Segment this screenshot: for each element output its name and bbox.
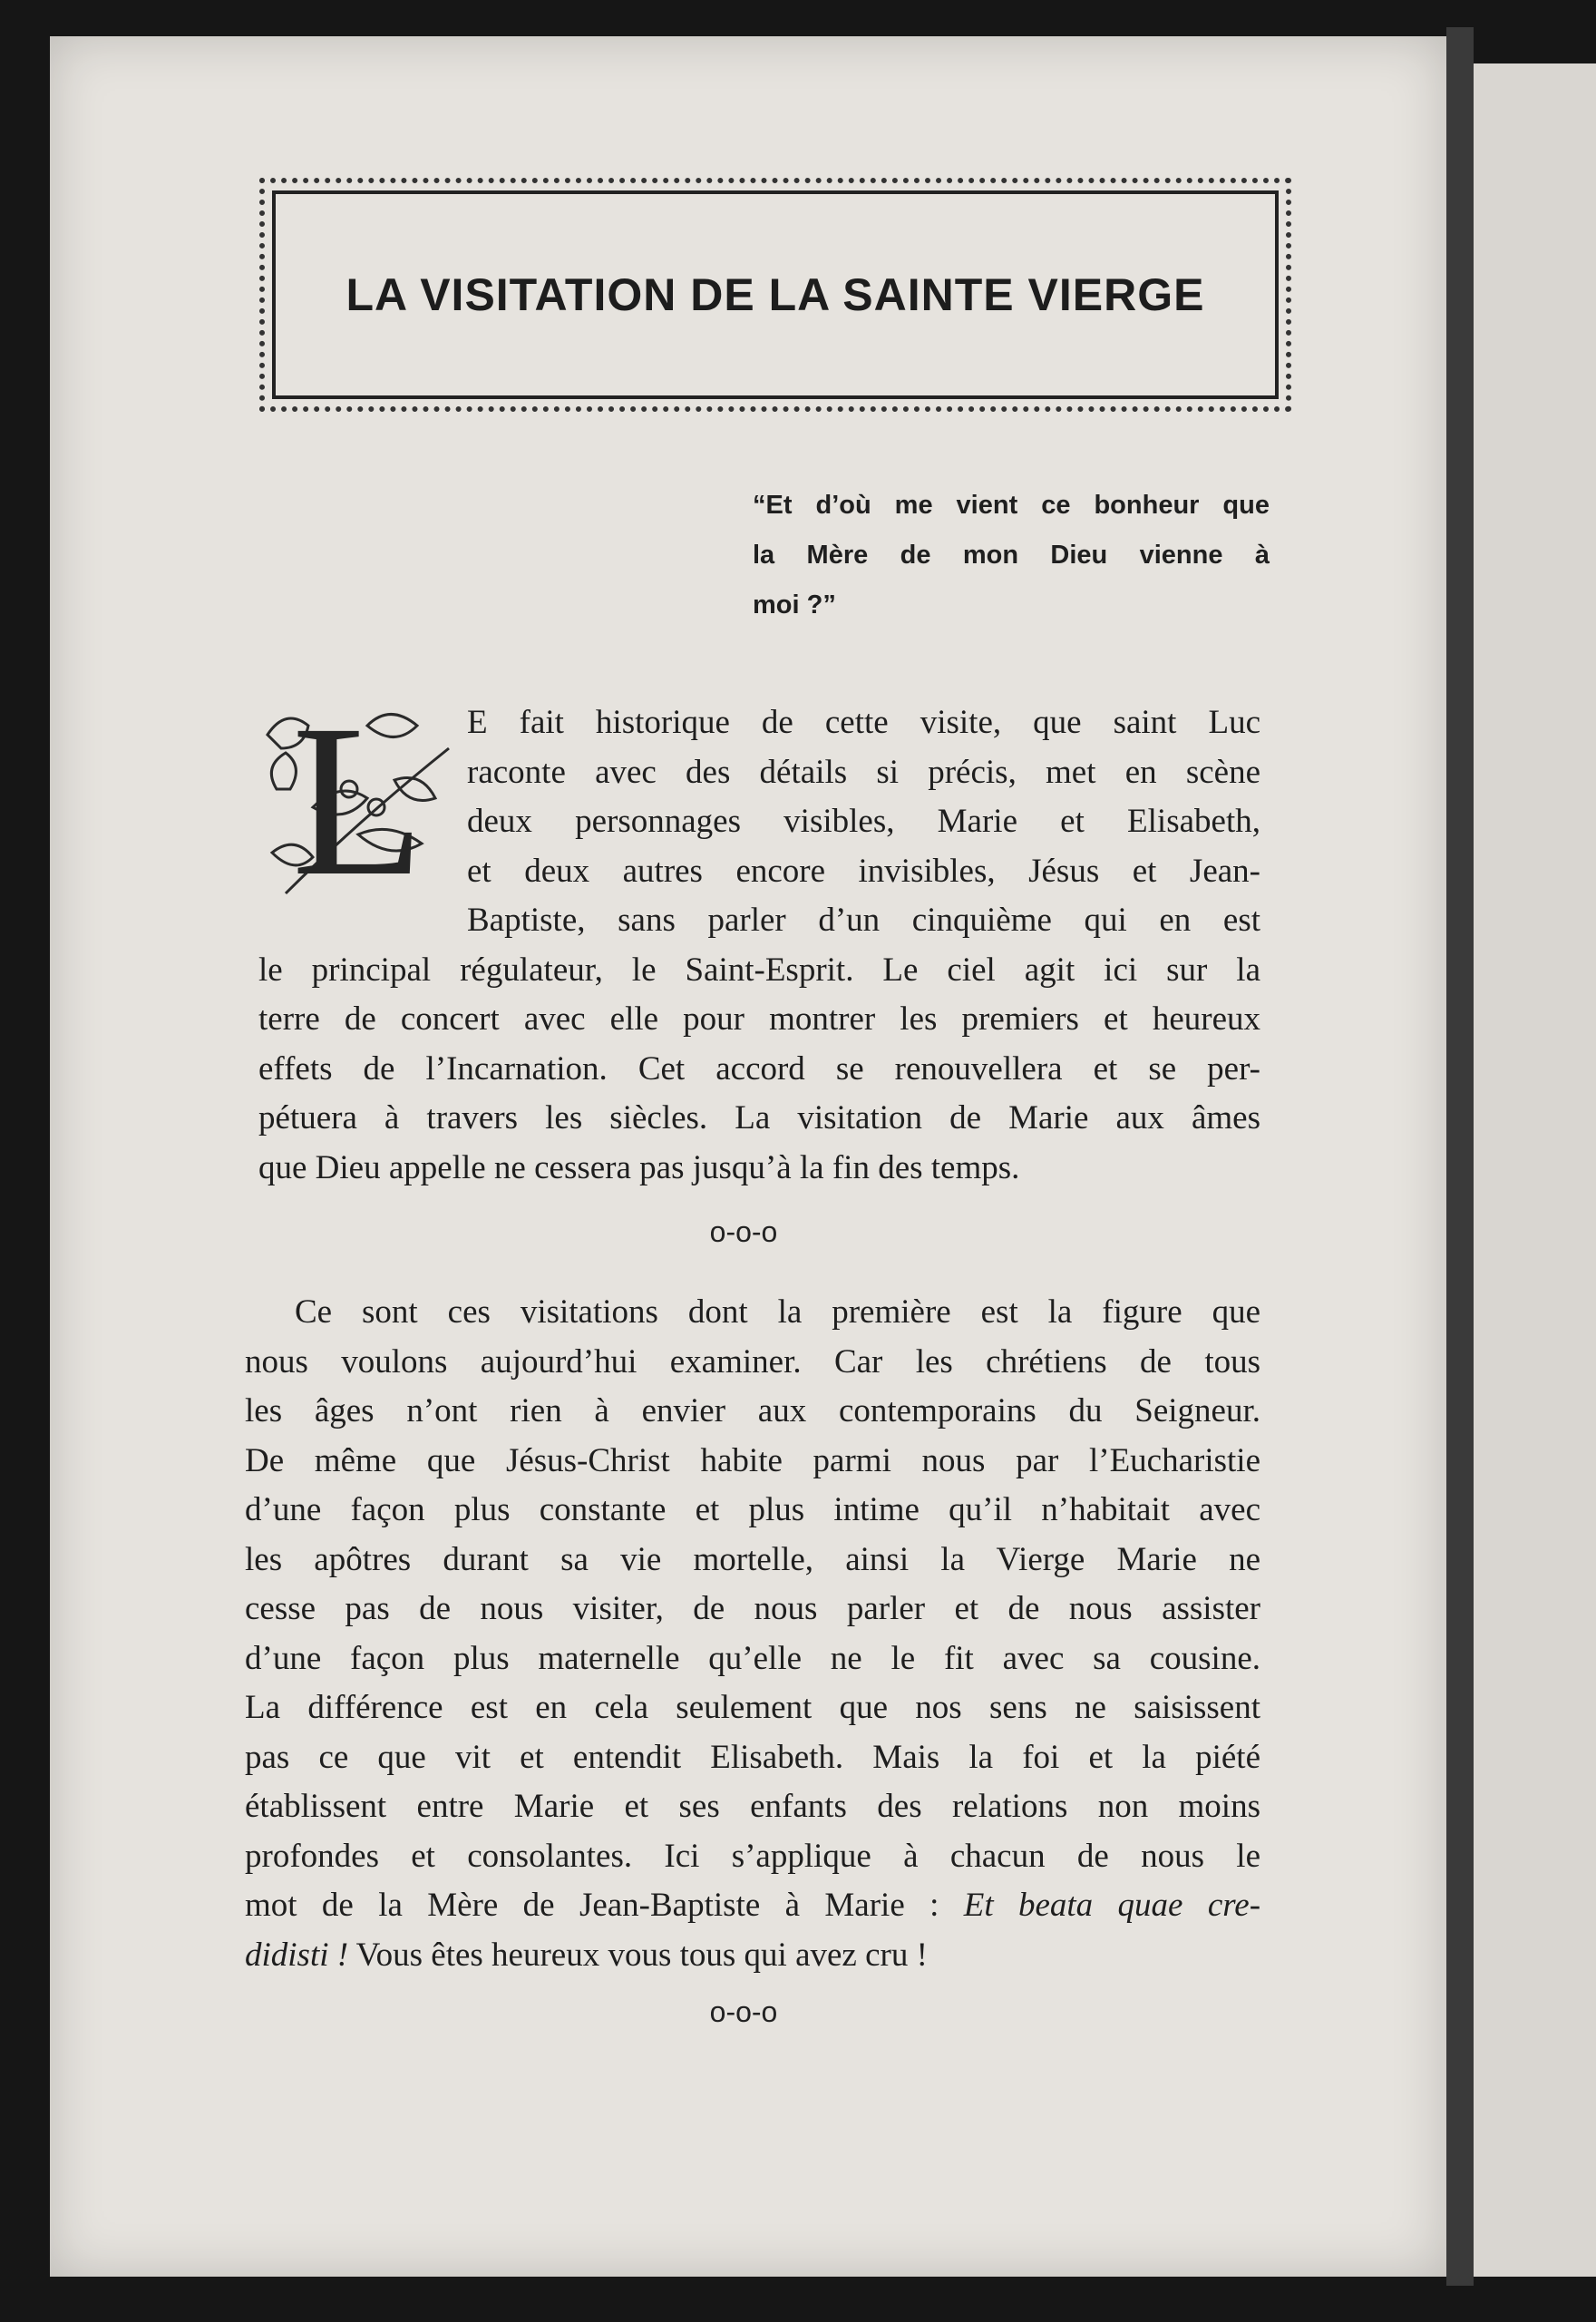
section-separator: o-o-o	[709, 1995, 778, 2028]
text-segment: mot de la Mère de Jean-Baptiste à Marie :	[245, 1887, 939, 1924]
latin-quote: Et beata quae cre-	[963, 1887, 1261, 1924]
text-line: La différence est en cela seulement que nos sens ne saisissent	[245, 1689, 1260, 1726]
text-line: De même que Jésus-Christ habite parmi nous par l’Eucharistie	[245, 1441, 1260, 1479]
text-line: pétuera à travers les siècles. La visitation de Marie aux âmes	[258, 1099, 1260, 1137]
text-line: effets de l’Incarnation. Cet accord se renouvellera et se per-	[258, 1049, 1260, 1088]
facing-page-edge	[1474, 63, 1596, 2277]
text-segment: Vous êtes heureux vous tous qui avez cru !	[348, 1936, 928, 1974]
text-line: raconte avec des détails si précis, met en scène	[467, 753, 1260, 791]
text-line: cesse pas de nous visiter, de nous parler et de nous assister	[245, 1590, 1260, 1627]
epigraph-quote	[753, 481, 1270, 630]
epigraph-line: moi ?”	[753, 590, 836, 620]
text-line: les apôtres durant sa vie mortelle, ainsi la Vierge Marie ne	[245, 1540, 1260, 1578]
text-line: le principal régulateur, le Saint-Esprit. Le ciel agit ici sur la	[258, 951, 1260, 989]
text-line: terre de concert avec elle pour montrer les premiers et heureux	[258, 1000, 1260, 1038]
text-line: que Dieu appelle ne cessera pas jusqu’à la fin des temps.	[258, 1148, 1020, 1186]
text-line: Ce sont ces visitations dont la première est la figure que	[295, 1293, 1260, 1331]
text-line: E fait historique de cette visite, que saint Luc	[467, 704, 1260, 741]
text-line: nous voulons aujourd’hui examiner. Car les chrétiens de tous	[245, 1342, 1260, 1381]
latin-quote-end: didisti !	[245, 1936, 349, 1974]
drop-cap-letter: L	[291, 679, 425, 921]
text-line: pas ce que vit et entendit Elisabeth. Mais la foi et la piété	[245, 1738, 1260, 1776]
text-line	[245, 1931, 1260, 1981]
title-frame	[272, 190, 1279, 399]
book-spine-shadow	[1446, 27, 1474, 2286]
text-line: les âges n’ont rien à envier aux contemporains du Seigneur.	[245, 1392, 1260, 1429]
page-title: LA VISITATION DE LA SAINTE VIERGE	[345, 269, 1205, 320]
paragraph-2	[245, 1288, 1260, 1980]
section-separator: o-o-o	[709, 1215, 778, 1248]
text-line: Baptiste, sans parler d’un cinquième qui en est	[467, 902, 1260, 939]
epigraph-line: la Mère de mon Dieu vienne à	[753, 541, 1270, 570]
text-line: d’une façon plus maternelle qu’elle ne le fit avec sa cousine.	[245, 1639, 1260, 1677]
text-line: établissent entre Marie et ses enfants des relations non moins	[245, 1788, 1260, 1825]
text-line: deux personnages visibles, Marie et Elisabeth,	[467, 803, 1260, 840]
paragraph-1	[258, 679, 1260, 1193]
text-line: et deux autres encore invisibles, Jésus et Jean-	[467, 852, 1260, 890]
epigraph-line: “Et d’où me vient ce bonheur que	[753, 491, 1270, 520]
text-line: d’une façon plus constante et plus intime qu’il n’habitait avec	[245, 1491, 1260, 1528]
text-line: profondes et consolantes. Ici s’applique à chacun de nous le	[245, 1837, 1260, 1875]
text-line	[245, 1881, 1260, 1931]
